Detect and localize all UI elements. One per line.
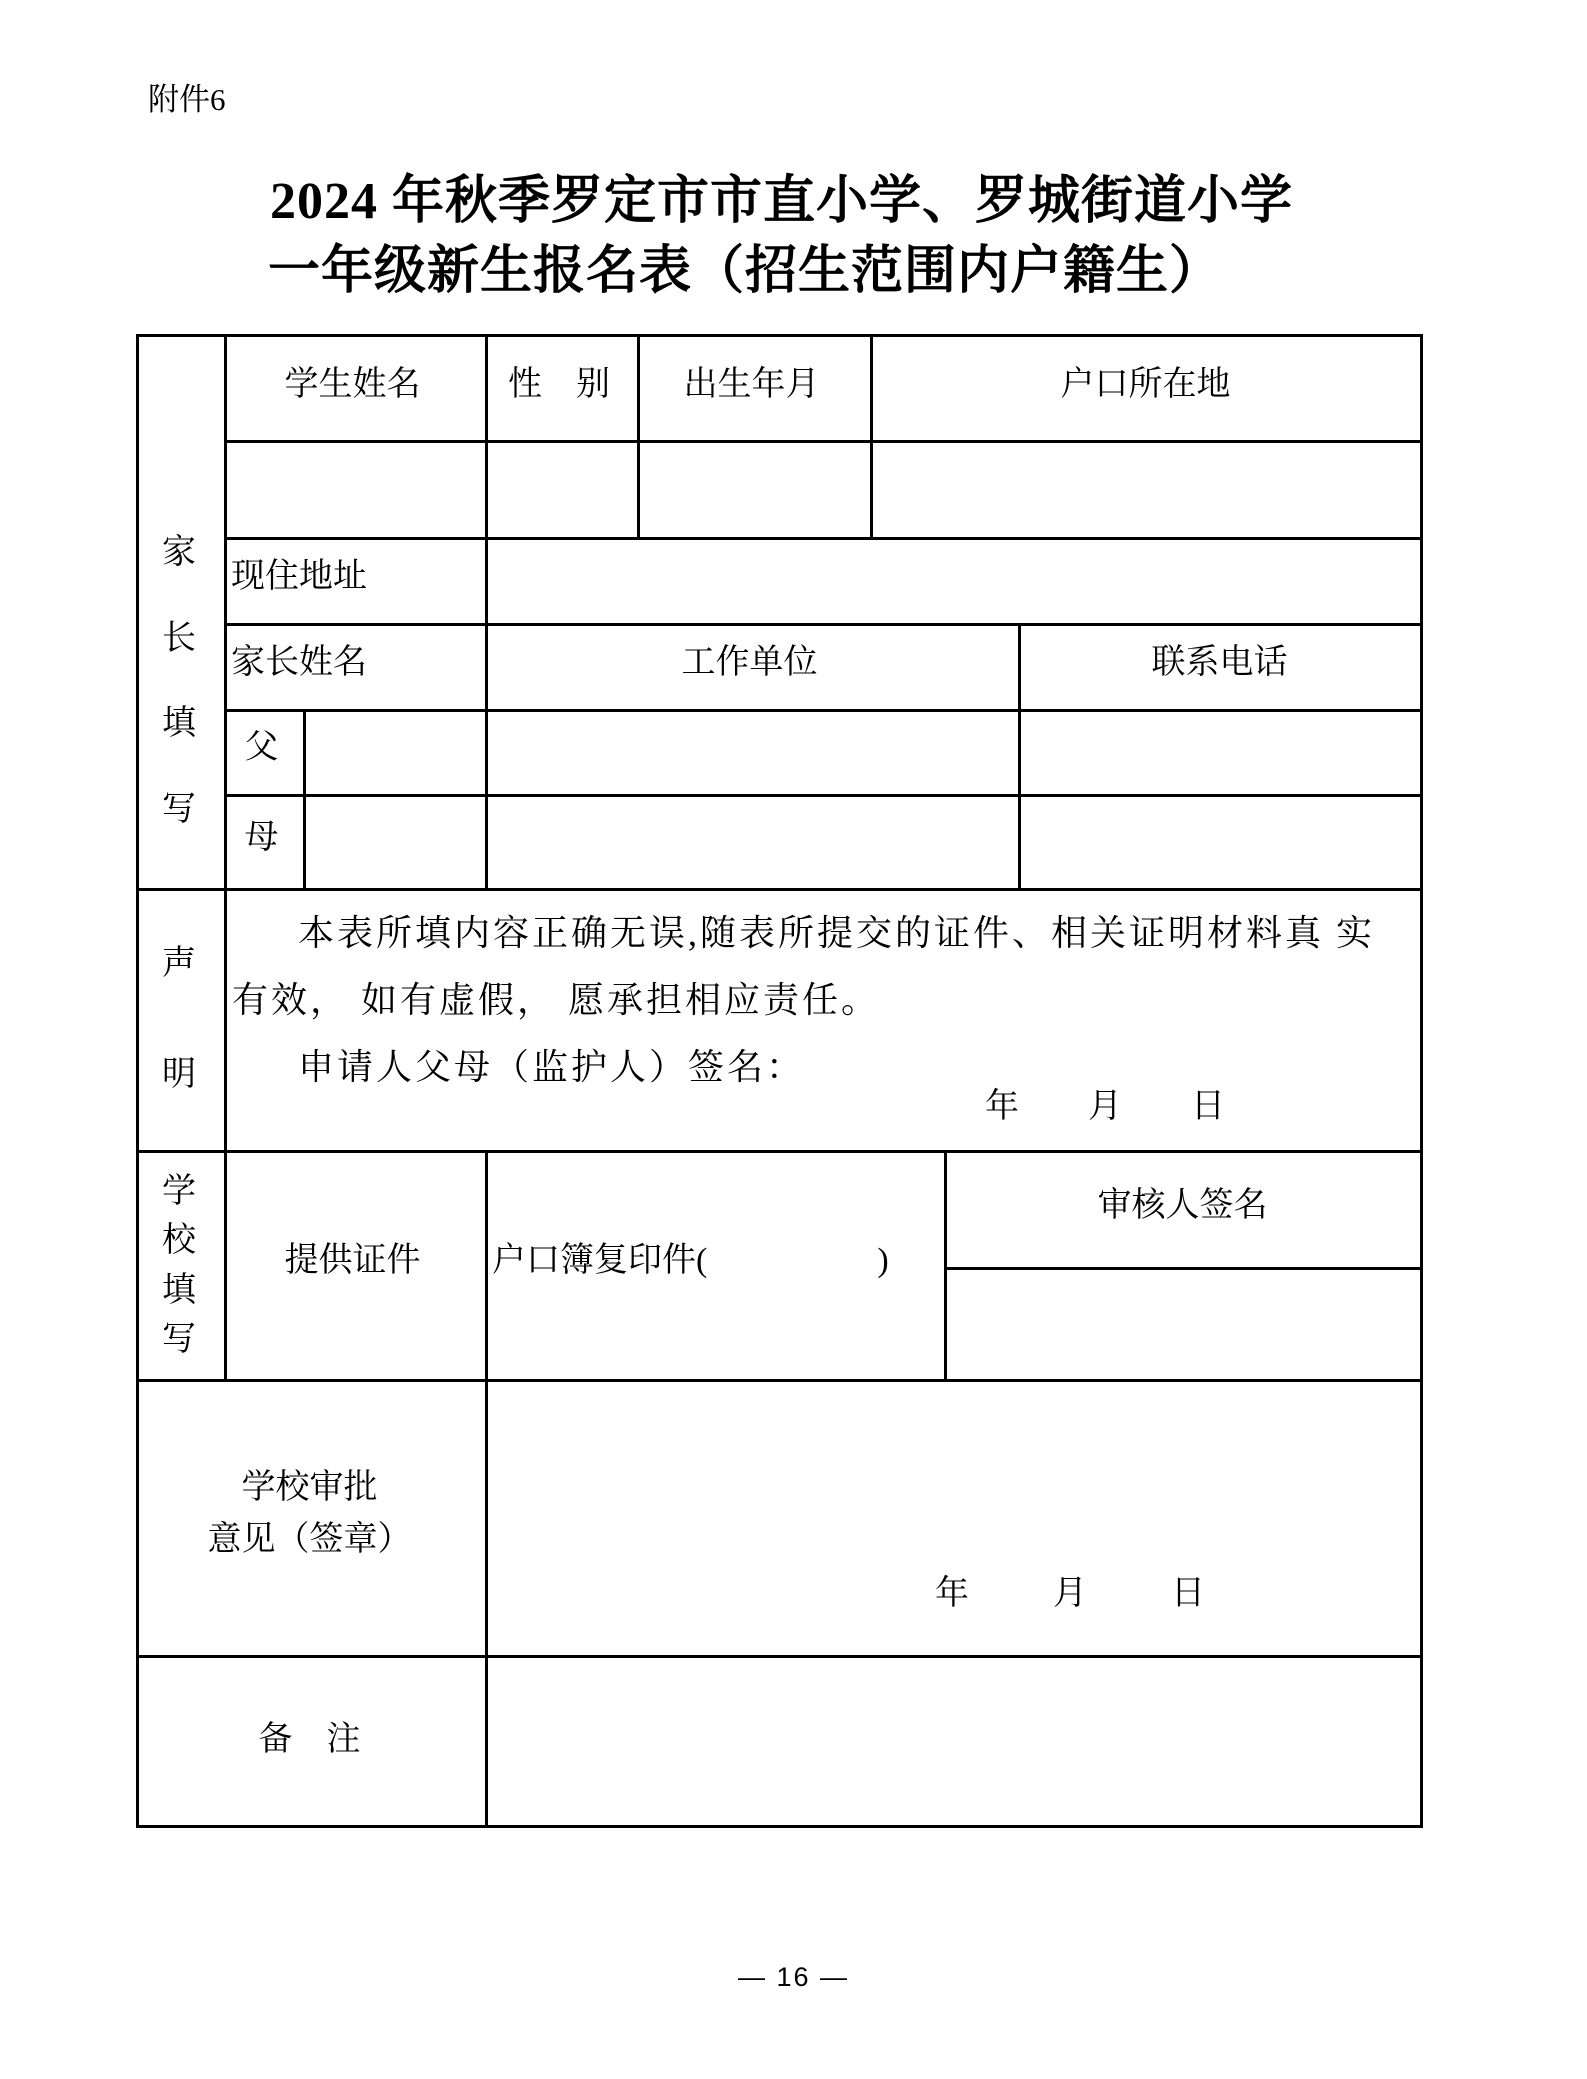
address-label: 现住地址	[231, 557, 367, 595]
declaration-text-line2: 有效， 如有虚假， 愿承担相应责任。	[232, 980, 881, 1020]
declaration-side-label	[136, 935, 222, 1095]
year-label: 年	[935, 1575, 969, 1612]
reviewer-signature-label: 审核人签名	[1097, 1187, 1268, 1224]
mother-name-input-cell[interactable]	[301, 791, 483, 885]
page-number: — 16 —	[737, 1962, 850, 1992]
side-label-char: 长	[162, 619, 196, 657]
birth-date-input-cell[interactable]	[635, 437, 868, 534]
student-name-input-cell[interactable]	[222, 437, 483, 534]
side-label-char: 校	[162, 1222, 196, 1260]
day-label: 日	[1171, 1575, 1205, 1612]
page-title-line1: 2024 年秋季罗定市市直小学、罗城街道小学	[270, 173, 1294, 230]
grid-line	[139, 888, 1420, 891]
mother-work-input-cell[interactable]	[483, 791, 1016, 885]
month-label: 月	[1053, 1575, 1087, 1612]
provided-documents-label: 提供证件	[284, 1242, 421, 1280]
work-unit-header: 工作单位	[681, 643, 818, 681]
mother-phone-input-cell[interactable]	[1016, 791, 1423, 885]
header-gender: 性 别	[508, 366, 610, 404]
hukou-copy-item: 户口簿复印件( )	[492, 1242, 889, 1280]
remarks-label: 备 注	[258, 1720, 361, 1758]
attachment-label: 附件6	[148, 82, 226, 117]
mother-label: 母	[244, 818, 279, 856]
approval-label-line1: 学校审批	[241, 1469, 378, 1506]
side-label-char: 写	[162, 790, 196, 828]
month-label: 月	[1088, 1088, 1122, 1125]
side-label-char: 家	[162, 534, 196, 571]
father-name-input-cell[interactable]	[301, 706, 483, 791]
school-section-side-label	[136, 1163, 222, 1360]
header-birth-date: 出生年月	[683, 366, 820, 404]
gender-input-cell[interactable]	[483, 437, 635, 534]
approval-date-row	[935, 1565, 1205, 1614]
side-label-char: 学	[162, 1173, 196, 1210]
reviewer-signature-input-cell[interactable]	[942, 1264, 1423, 1376]
approval-opinion-label	[136, 1376, 483, 1652]
year-label: 年	[985, 1088, 1019, 1125]
father-work-input-cell[interactable]	[483, 706, 1016, 791]
remarks-input-cell[interactable]	[483, 1652, 1423, 1828]
side-label-char: 明	[162, 1056, 196, 1093]
side-label-char: 声	[162, 945, 196, 982]
parent-name-header: 家长姓名	[231, 643, 367, 681]
approval-label-line2: 意见（签章）	[207, 1521, 412, 1558]
day-label: 日	[1191, 1088, 1225, 1125]
parent-section-side-label	[136, 524, 222, 830]
hukou-input-cell[interactable]	[868, 437, 1423, 534]
page-title-line2: 一年级新生报名表（招生范围内户籍生）	[268, 243, 1223, 300]
declaration-signature-label: 申请人父母（监护人）签名：	[298, 1047, 806, 1087]
address-input-cell[interactable]	[483, 534, 1423, 620]
header-student-name: 学生姓名	[284, 366, 421, 404]
phone-header: 联系电话	[1151, 643, 1288, 681]
header-hukou-location: 户口所在地	[1060, 366, 1231, 404]
father-label: 父	[244, 729, 279, 767]
declaration-date-row	[985, 1078, 1225, 1127]
side-label-char: 填	[162, 1271, 196, 1309]
declaration-text-line1: 本表所填内容正确无误,随表所提交的证件、相关证明材料真 实	[298, 913, 1376, 953]
side-label-char: 写	[162, 1320, 196, 1358]
father-phone-input-cell[interactable]	[1016, 706, 1423, 791]
side-label-char: 填	[162, 705, 196, 743]
